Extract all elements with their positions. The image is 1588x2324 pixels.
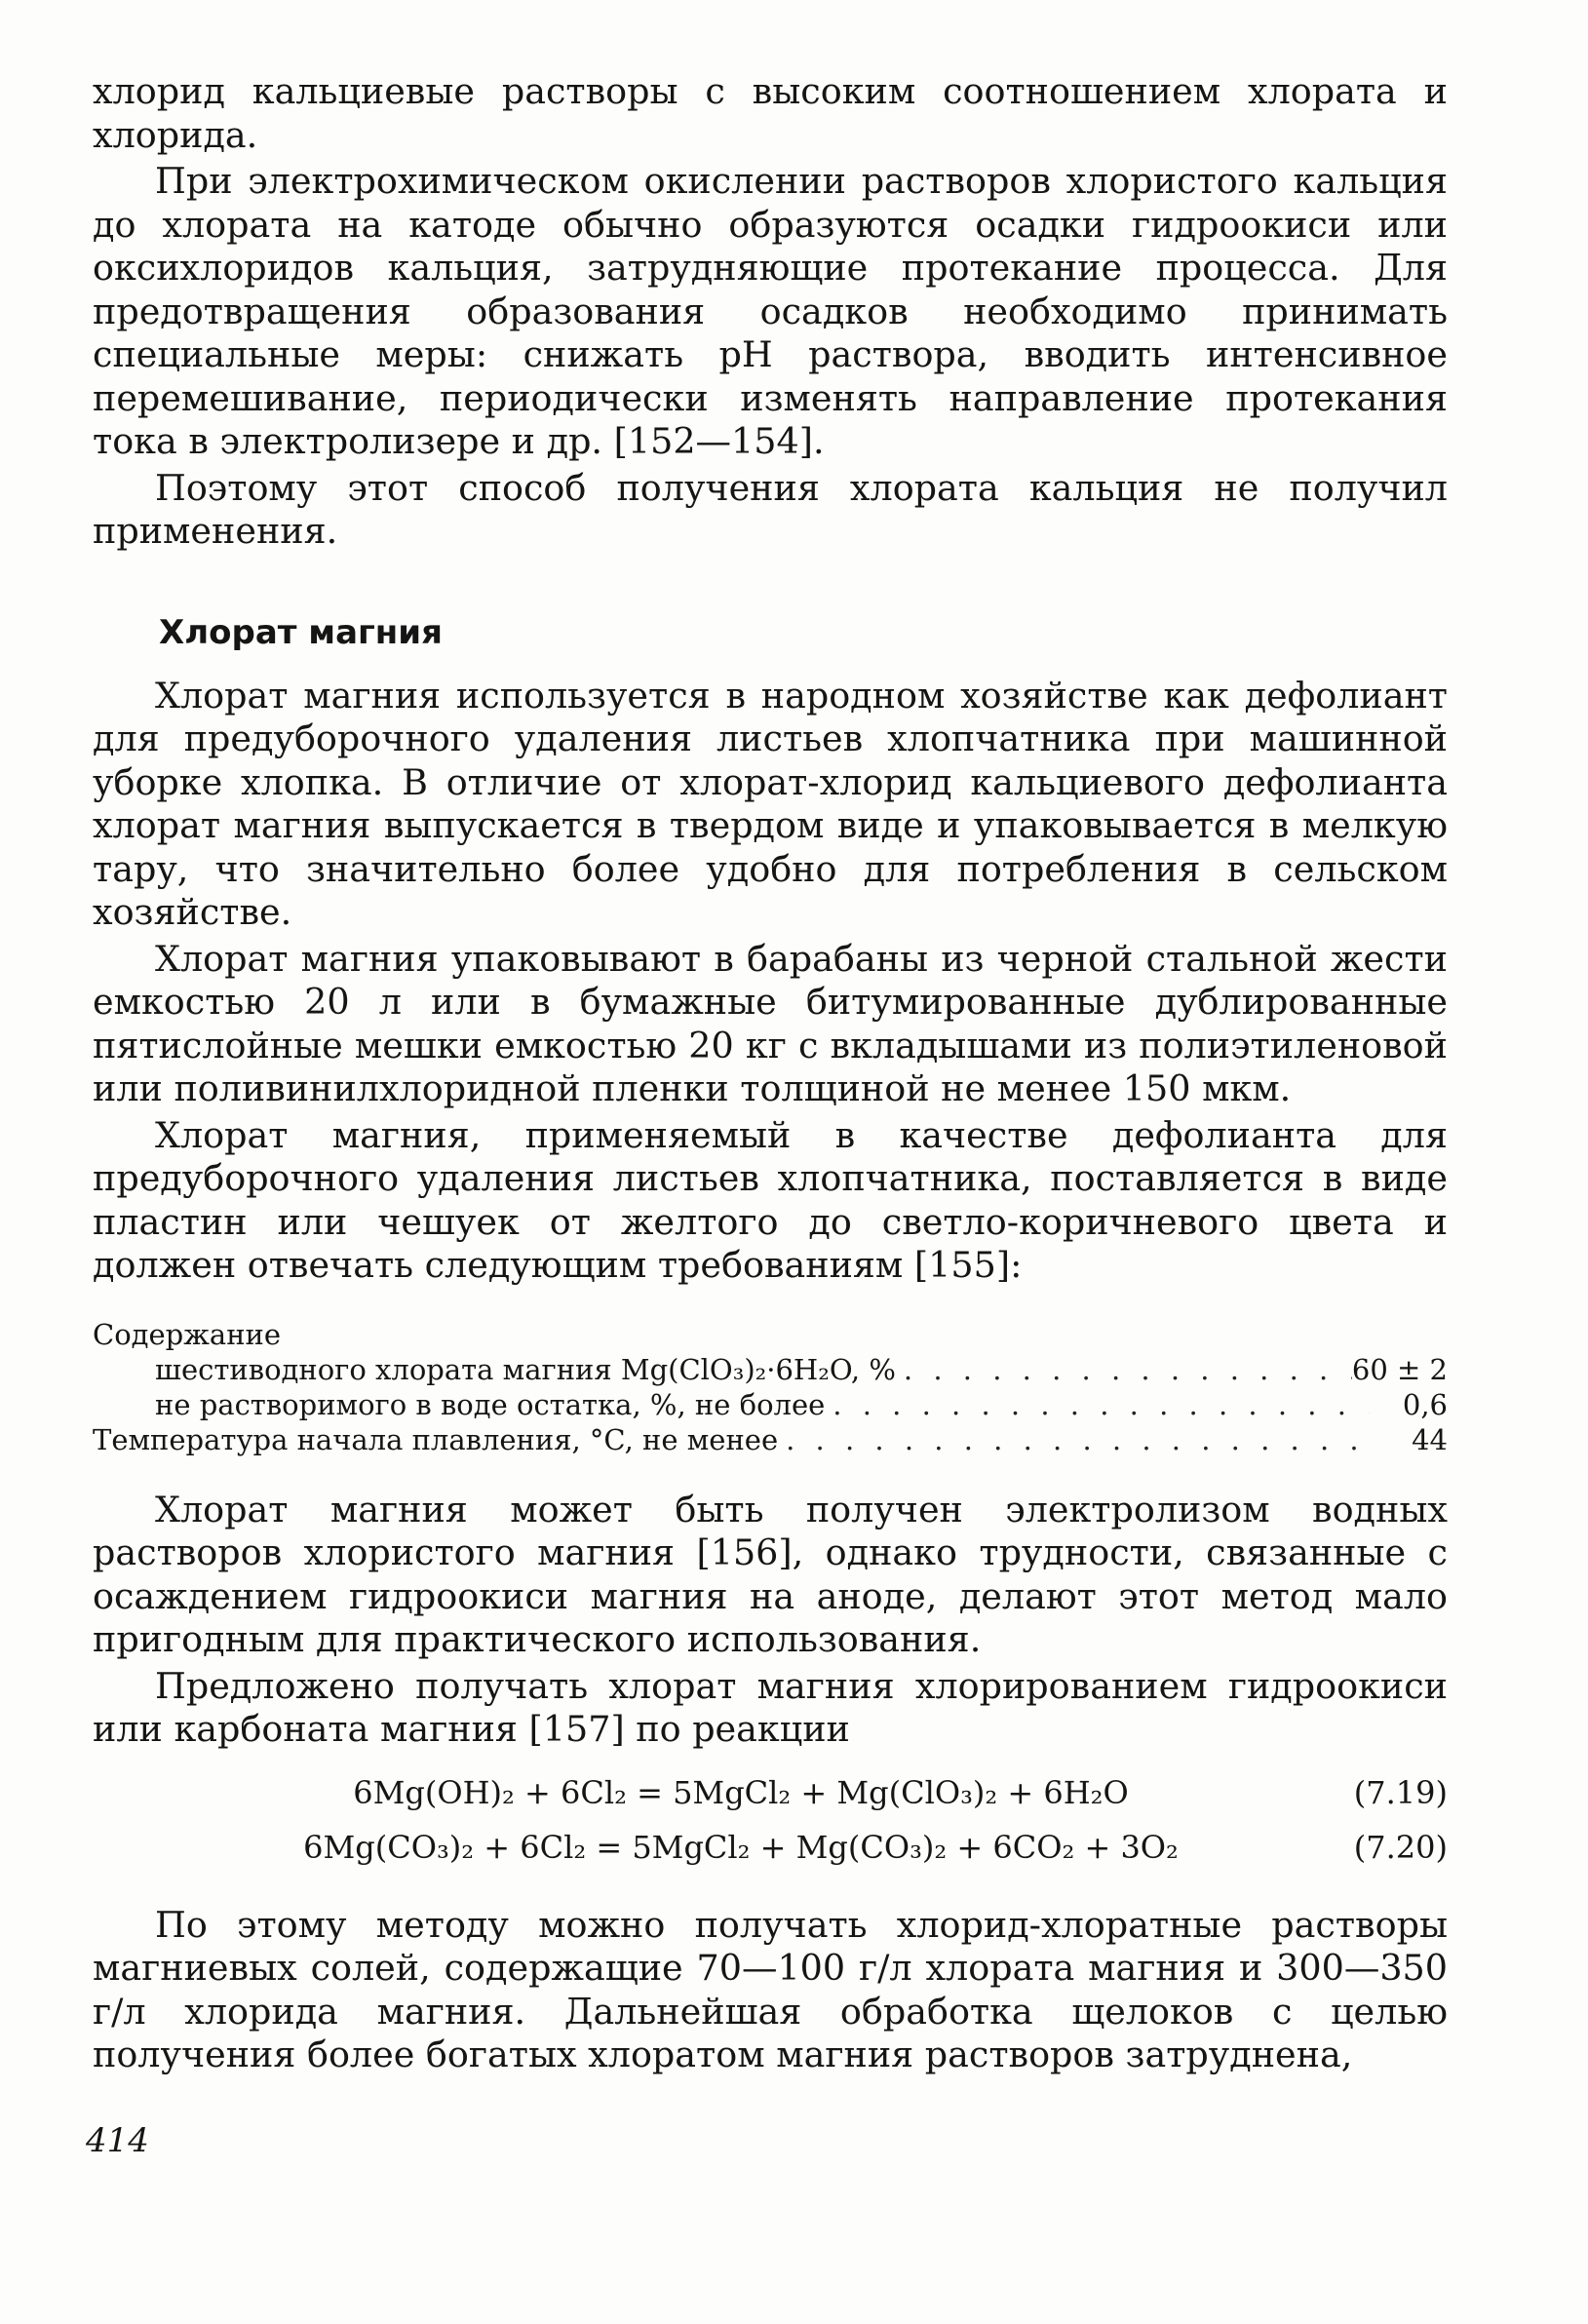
spec-value: 44 [1412,1422,1448,1456]
leader-dots [778,1422,1370,1457]
spec-heading-row [93,1317,1448,1352]
paragraph-conclusion: Поэтому этот способ получения хлората кальция не получил применения. [93,466,1448,552]
paragraph-requirements: Хлорат магния, применяемый в качестве дефолианта для предуборочного удаления листьев хлопчатника, поставляется в виде пластин или чешуек от желтого до светло-коричневого цвета и должен отвечать следующим требованиям [155]: [93,1113,1448,1286]
spec-table [93,1317,1448,1457]
paragraph-electrochemical: При электрохимическом окислении растворов хлористого кальция до хлората на катоде обычно образуются осадки гидроокиси или оксихлоридов кальция, затрудняющие протекание процесса. Для предотвращения образования осадков необходимо принимать специальные меры: снижать pH раствора, вводить интенсивное перемешивание, периодически изменять направление протекания тока в электролизере и др. [152—154]. [93,160,1448,462]
paragraph-packaging: Хлорат магния упаковывают в барабаны из черной стальной жести емкостью 20 л или в бумажные битумированные дублированные пятислойные мешки емкостью 20 кг с вкладышами из полиэтиленовой или поливинилхлоридной пленки толщиной не менее 150 мкм. [93,937,1448,1109]
paragraph-chlorination: Предложено получать хлорат магния хлорированием гидроокиси или карбоната магния [157] по реакции [93,1664,1448,1750]
spec-row [93,1422,1448,1457]
equation [93,1820,1448,1875]
paragraph-continued: хлорид кальциевые растворы с высоким соотношением хлората и хлорида. [93,70,1448,156]
equation-number: (7.20) [1353,1828,1448,1866]
spec-row [93,1387,1448,1422]
page-body [93,70,1448,2077]
paragraph-usage: Хлорат магния используется в народном хозяйстве как дефолиант для предуборочного удаления листьев хлопчатника при машинной уборке хлопка. В отличие от хлорат-хлорид кальциевого дефолианта хлорат магния выпускается в твердом виде и упаковывается в мелкую тару, что значительно более удобно для потребления в сельском хозяйстве. [93,674,1448,933]
leader-dots [896,1352,1352,1387]
spec-heading: Содержание [93,1317,282,1351]
spec-row [93,1352,1448,1387]
spec-label: не растворимого в воде остатка, %, не более [155,1387,826,1421]
equation-formula: 6Mg(OH)₂ + 6Cl₂ = 5MgCl₂ + Mg(ClO₃)₂ + 6H₂O [353,1773,1129,1811]
page-number: 414 [86,2121,149,2160]
section-title: Хлорат магния [159,612,443,652]
spec-label: шестиводного хлората магния Mg(ClO₃)₂·6H₂O, % [155,1352,896,1386]
spec-value: 0,6 [1402,1387,1448,1421]
paragraph-method: По этому методу можно получать хлорид-хлоратные растворы магниевых солей, содержащие 70—100 г/л хлората магния и 300—350 г/л хлорида магния. Дальнейшая обработка щелоков с целью получения более богатых хлоратом магния растворов затруднена, [93,1903,1448,2075]
equation-number: (7.19) [1353,1773,1448,1811]
paragraph-electrolysis: Хлорат магния может быть получен электролизом водных растворов хлористого магния [156], однако трудности, связанные с осаждением гидроокиси магния на аноде, делают этот метод мало пригодным для практического использования. [93,1488,1448,1660]
equation [93,1765,1448,1820]
equation-formula: 6Mg(CO₃)₂ + 6Cl₂ = 5MgCl₂ + Mg(CO₃)₂ + 6CO₂ + 3O₂ [303,1828,1179,1866]
spec-label: Температура начала плавления, °C, не менее [93,1422,779,1456]
leader-dots [825,1387,1370,1422]
spec-value: 60 ± 2 [1351,1352,1448,1386]
